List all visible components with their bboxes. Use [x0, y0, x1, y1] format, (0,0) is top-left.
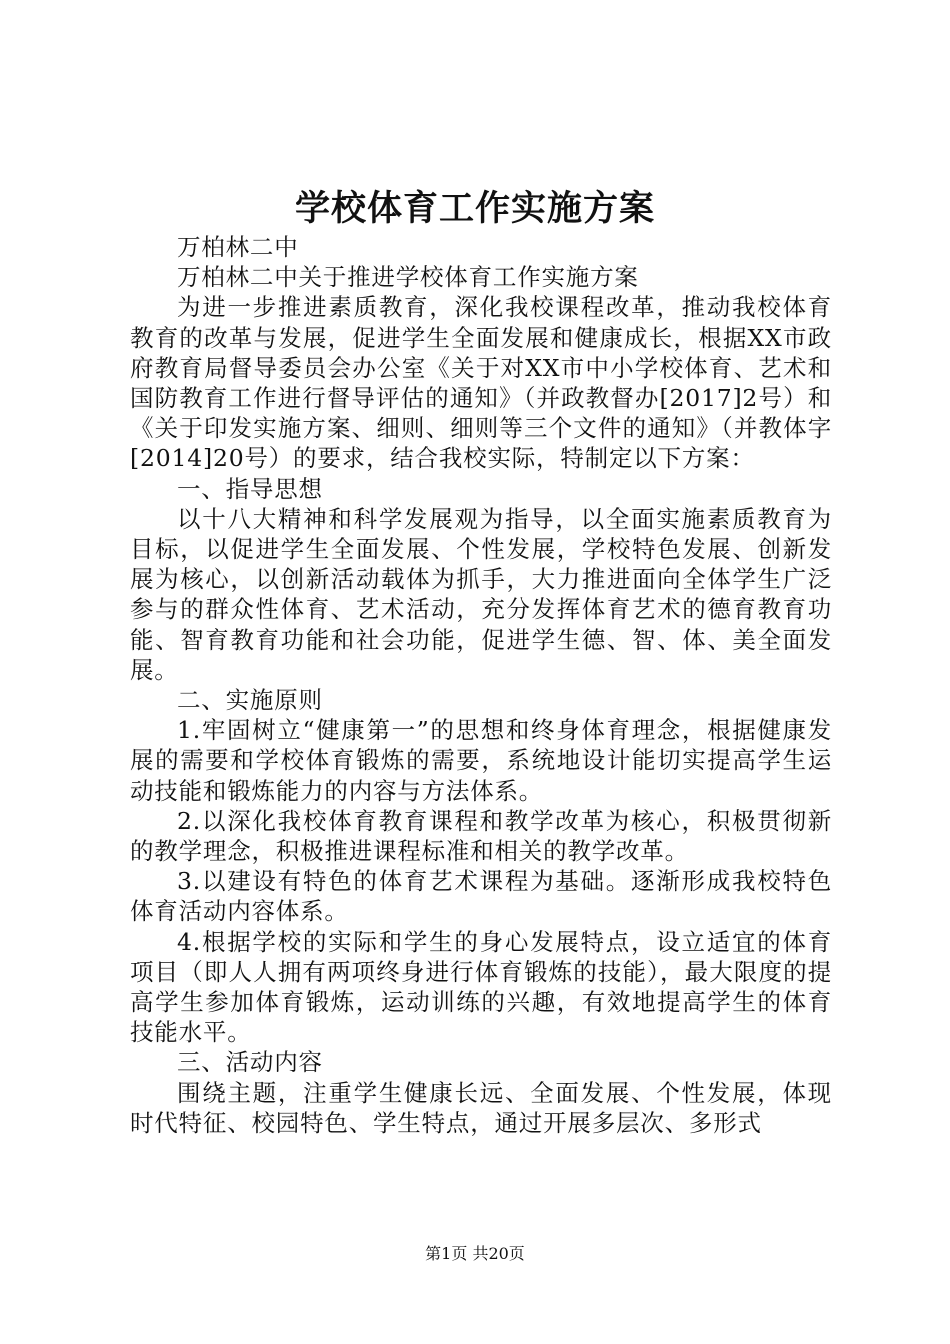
page-number-footer: 第1页 共20页 [425, 1244, 525, 1263]
subtitle-line: 万柏林二中关于推进学校体育工作实施方案 [177, 263, 639, 292]
author-line: 万柏林二中 [177, 233, 299, 261]
section-heading-guiding-ideology: 一、指导思想 [177, 474, 323, 503]
document-title: 学校体育工作实施方案 [294, 188, 655, 229]
guiding-ideology-paragraph: 以十八大精神和科学发展观为指导，以全面实施素质教育为目标，以促进学生全面发展、个性发展，学校特色发展、创新发展为核心，以创新活动载体为抓手，大力推进面向全体学生广泛参与的群众性体育、艺术活动，充分发挥体育艺术的德育教育功能、智育教育功能和社会功能，促进学生德、智、体、美全面发展。 [130, 504, 832, 684]
activities-paragraph: 围绕主题，注重学生健康长远、全面发展、个性发展，体现时代特征、校园特色、学生特点，通过开展多层次、多形式 [130, 1078, 832, 1137]
principle-item-3: 3.以建设有特色的体育艺术课程为基础。逐渐形成我校特色体育活动内容体系。 [130, 867, 832, 926]
principle-item-2: 2.以深化我校体育教育课程和教学改革为核心，积极贯彻新的教学理念，积极推进课程标准和相关的教学改革。 [130, 806, 832, 866]
section-heading-activities: 三、活动内容 [177, 1048, 323, 1077]
document-body [130, 232, 832, 1138]
section-heading-principles: 二、实施原则 [177, 686, 323, 715]
principle-item-1: 1.牢固树立“健康第一”的思想和终身体育理念，根据健康发展的需要和学校体育锻炼的需要，系统地设计能切实提高学生运动技能和锻炼能力的内容与方法体系。 [130, 716, 832, 805]
intro-paragraph: 为进一步推进素质教育，深化我校课程改革，推动我校体育教育的改革与发展，促进学生全面发展和健康成长，根据XX市政府教育局督导委员会办公室《关于对XX市中小学校体育、艺术和国防教育工作进行督导评估的通知》（并政教督办[2017]2号）和《关于印发实施方案、细则、细则等三个文件的通知》（并教体字[2014]20号）的要求，结合我校实际，特制定以下方案： [130, 293, 832, 473]
principle-item-4: 4.根据学校的实际和学生的身心发展特点，设立适宜的体育项目（即人人拥有两项终身进行体育锻炼的技能），最大限度的提高学生参加体育锻炼，运动训练的兴趣，有效地提高学生的体育技能水平。 [130, 927, 832, 1047]
